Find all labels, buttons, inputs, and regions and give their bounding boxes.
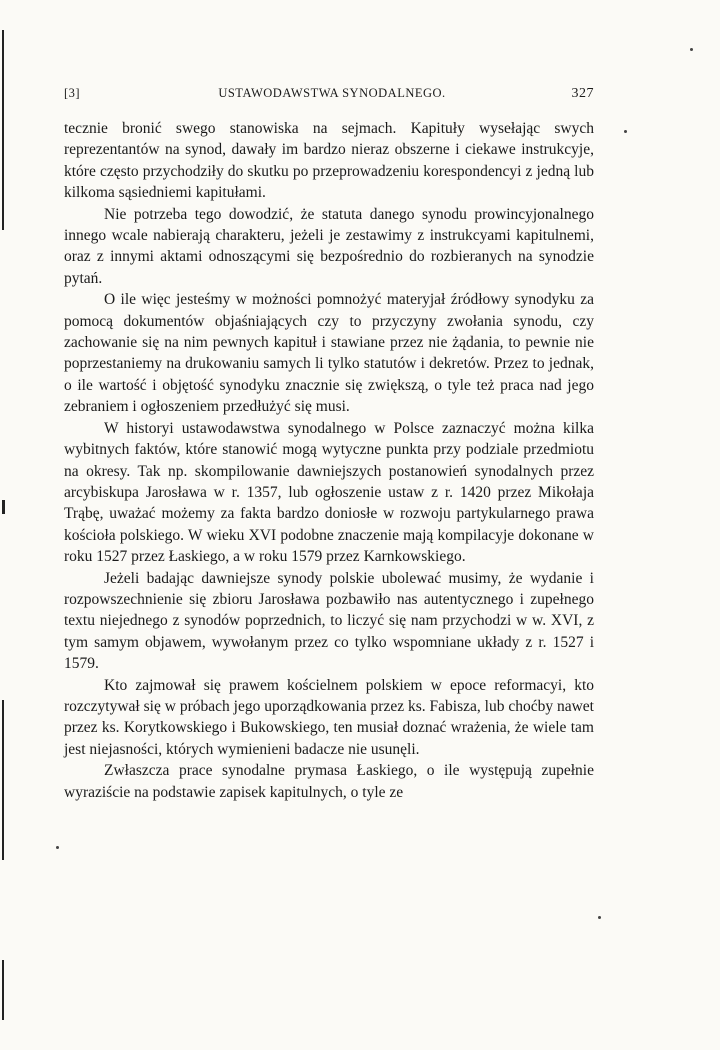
paragraph-continued: tecznie bronić swego stanowiska na sejmach. Kapituły wysełając swych reprezentantów na synod, dawały im bardzo nieraz obszerne i ciekawe instrukcyje, które często przychodziły do skutku po przeprowadzeniu korespondencyi z jedną lub kilkoma sąsiedniemi kapitułami. bbox=[64, 120, 594, 202]
page-number: 327 bbox=[571, 86, 594, 101]
section-number: [3] bbox=[64, 86, 81, 100]
speck bbox=[624, 130, 627, 133]
binding-edge-mark-lower bbox=[2, 960, 4, 1020]
speck bbox=[56, 846, 59, 849]
speck bbox=[598, 916, 601, 919]
binding-edge-mark-bottom bbox=[2, 700, 4, 860]
binding-edge-mark-middle bbox=[2, 500, 5, 514]
speck bbox=[690, 48, 693, 51]
paragraph: O ile więc jesteśmy w możności pomnożyć materyjał źródłowy synodyku za pomocą dokumentów objaśniających czy to przyczyny zwołania synodu, czy zachowanie się na nim pewnych kapituł i stawiane przez nie żądania, to pewnie nie poprzestaniemy na drukowaniu samych li tylko statutów i dekretów. Przez to jednak, o ile wartość i objętość synodyku znacznie się zwiększą, o tyle też praca nad jego zebraniem i ogłoszeniem przedłużyć się musi. bbox=[64, 291, 594, 416]
page-body bbox=[64, 118, 594, 803]
paragraph: Jeżeli badając dawniejsze synody polskie ubolewać musimy, że wydanie i rozpowszechnienie się zbioru Jarosława pozbawiło nas autentycznego i zupełnego textu niejednego z synodów poprzednich, to liczyć się nam przychodzi w w. XVI, z tym samym objawem, wywołanym przez co tylko wspomniane układy z r. 1527 i 1579. bbox=[64, 569, 594, 673]
paragraph: W historyi ustawodawstwa synodalnego w Polsce zaznaczyć można kilka wybitnych faktów, które stanowić mogą wytyczne punkta przy podziale przedmiotu na okresy. Tak np. skompilowanie dawniejszych postanowień synodalnych przez arcybiskupa Jarosława w r. 1357, lub ogłoszenie ustaw z r. 1420 przez Mikołaja Trąbę, uważać możemy za fakta bardzo doniosłe w rozwoju partykularnego prawa kościoła polskiego. W wieku XVI podobne znaczenie mają kompilacyje dokonane w roku 1527 przez Łaskiego, a w roku 1579 przez Karnkowskiego. bbox=[64, 419, 594, 566]
paragraph: Zwłaszcza prace synodalne prymasa Łaskiego, o ile występują zupełnie wyraziście na podstawie zapisek kapitulnych, o tyle ze bbox=[64, 762, 594, 801]
binding-edge-mark-top bbox=[2, 30, 4, 230]
paragraph: Kto zajmował się prawem kościelnem polskiem w epoce reformacyi, kto rozczytywał się w próbach jego uporządkowania przez ks. Fabisza, lub choćby nawet przez ks. Korytkowskiego i Bukowskiego, ten musiał doznać wrażenia, że wiele tam jest niejasności, których wymienieni badacze nie usunęli. bbox=[64, 676, 594, 758]
running-title: USTAWODAWSTWA SYNODALNEGO. bbox=[218, 86, 446, 100]
paragraph: Nie potrzeba tego dowodzić, że statuta danego synodu prowincyjonalnego innego wcale nabierają charakteru, jeżeli je zestawimy z instrukcyami kapitulnemi, oraz z innymi aktami odnoszącymi się bezpośrednio do rozbieranych na synodzie pytań. bbox=[64, 205, 594, 287]
running-header bbox=[64, 86, 600, 108]
